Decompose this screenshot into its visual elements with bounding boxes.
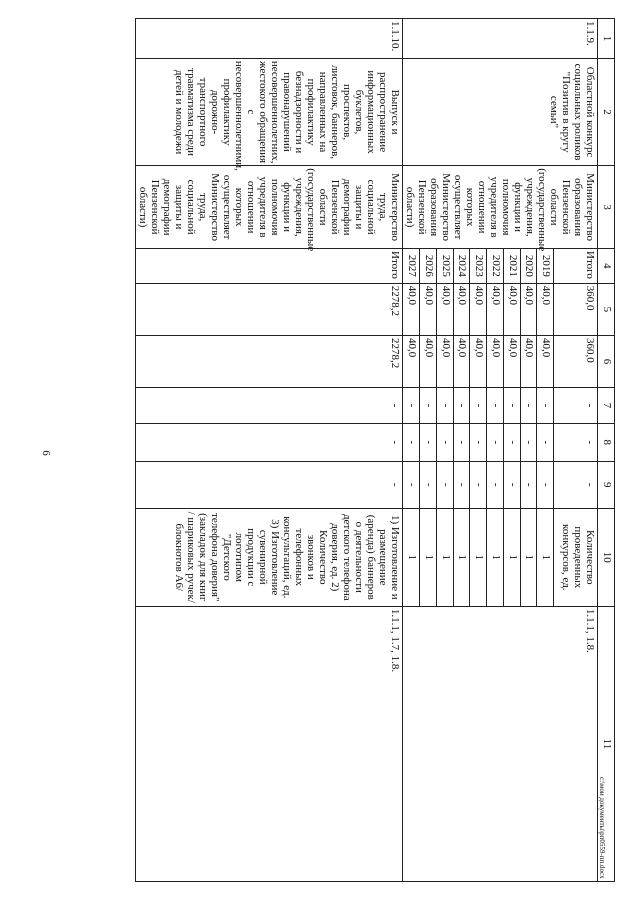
measure-name: Выпуск и распространение информационных буклетов, проспектов, листовок, баннеров, направленных на профилактику безнадзорности и правонарушений несовершеннолетних, жестокого обращения с несовершеннолетними, профилактику дорожно-транспортного травматизма среди детей и молодежи [136,58,403,165]
value-col5: 40,0 [503,283,520,335]
related-items: 1.1.1, 1.8. [403,606,598,881]
year-cell: 2019 [537,249,554,284]
value-col8: - [453,423,470,461]
footer-file-path: c:\мои документы\рп0559-пп.docx [598,777,606,879]
column-number: 11 [598,606,615,881]
page-number: 6 [40,450,52,456]
value-col6: 40,0 [520,335,537,387]
value-col6: 40,0 [503,335,520,387]
value-col7: - [537,388,554,424]
value-col8: - [520,423,537,461]
value-col7: - [419,388,436,424]
value-col5: 40,0 [537,283,554,335]
value-col7: - [453,388,470,424]
value-col6: 40,0 [453,335,470,387]
value-col6: 40,0 [487,335,504,387]
value-col8: - [470,423,487,461]
value-col10: 1 [487,508,504,606]
value-col10: 1 [436,508,453,606]
value-col9: - [487,461,504,508]
total-col6: 2278,2 [136,335,403,387]
year-cell: 2022 [487,249,504,284]
rotated-page-content [102,18,615,882]
value-col5: 40,0 [453,283,470,335]
table-row-total-1-1-9 [554,19,598,882]
measure-executor: Министерство труда, социальной защиты и демографии Пензенской области (государственные учреждения, функции и полномочия учредителя в отношении которых осуществляет Министерство труда, социальной защиты и демографии Пензенской области) [136,166,403,249]
value-col5: 40,0 [436,283,453,335]
value-col7: - [470,388,487,424]
value-col10: 1 [453,508,470,606]
value-col8: - [419,423,436,461]
value-col8: - [487,423,504,461]
value-col6: 40,0 [419,335,436,387]
value-col9: - [436,461,453,508]
column-number: 4 [598,249,615,284]
value-col10: 1 [537,508,554,606]
value-col9: - [537,461,554,508]
value-col10: 1 [520,508,537,606]
total-col9: - [136,461,403,508]
column-number-row [598,19,615,882]
total-col9: - [554,461,598,508]
column-number: 2 [598,58,615,165]
column-number: 5 [598,283,615,335]
year-cell: 2024 [453,249,470,284]
value-col6: 40,0 [436,335,453,387]
value-col6: 40,0 [470,335,487,387]
year-cell: 2023 [470,249,487,284]
column-number: 6 [598,335,615,387]
total-col8: - [554,423,598,461]
value-col9: - [453,461,470,508]
total-col8: - [136,423,403,461]
measure-executor: Министерство образования Пензенской области (государственные учреждения, функции и полномочия учредителя в отношении которых осуществляет Министерство образования Пензенской области) [403,166,598,249]
value-col5: 40,0 [470,283,487,335]
indicator-name: 1) Изготовление и размещение (аренда) баннеров о деятельности детского телефона доверия, ед. 2) Количество звонков и телефонных консультаций, ед. 3) Изготовление сувенирной продукции с логотипом "Детского телефона доверия" (закладок для книг / шариковых ручек/ блокнотов А6/ [136,508,403,606]
value-col10: 1 [503,508,520,606]
year-cell: 2021 [503,249,520,284]
value-col7: - [503,388,520,424]
year-cell: 2025 [436,249,453,284]
year-cell: 2026 [419,249,436,284]
value-col5: 40,0 [419,283,436,335]
indicator-name: Количество проведенных конкурсов, ед. [554,508,598,606]
value-col10: 1 [419,508,436,606]
value-col9: - [470,461,487,508]
total-col7: - [136,388,403,424]
column-number: 7 [598,388,615,424]
related-items: 1.1.1, 1.7, 1.8. [136,606,403,881]
value-col8: - [503,423,520,461]
value-col7: - [520,388,537,424]
total-label: Итого [136,249,403,284]
value-col5: 40,0 [520,283,537,335]
value-col6: 40,0 [537,335,554,387]
value-col9: - [503,461,520,508]
value-col7: - [403,388,420,424]
column-number: 9 [598,461,615,508]
value-col9: - [403,461,420,508]
total-col5: 360,0 [554,283,598,335]
program-measures-table [135,18,615,882]
value-col8: - [403,423,420,461]
value-col8: - [537,423,554,461]
value-col8: - [436,423,453,461]
table-row-total-1-1-10 [136,19,403,882]
year-cell: 2020 [520,249,537,284]
value-col9: - [419,461,436,508]
value-col5: 40,0 [403,283,420,335]
value-col10: 1 [470,508,487,606]
measure-number: 1.1.9. [403,19,598,59]
total-col5: 2278,2 [136,283,403,335]
column-number: 10 [598,508,615,606]
value-col5: 40,0 [487,283,504,335]
total-col7: - [554,388,598,424]
value-col9: - [520,461,537,508]
year-cell: 2027 [403,249,420,284]
column-number: 8 [598,423,615,461]
total-label: Итого [554,249,598,284]
value-col6: 40,0 [403,335,420,387]
value-col7: - [436,388,453,424]
value-col10: 1 [403,508,420,606]
measure-number: 1.1.10. [136,19,403,59]
column-number: 3 [598,166,615,249]
total-col6: 360,0 [554,335,598,387]
column-number: 1 [598,19,615,59]
measure-name: Областной конкурс социальных роликов "Позитив в кругу семьи" [403,58,598,165]
value-col7: - [487,388,504,424]
